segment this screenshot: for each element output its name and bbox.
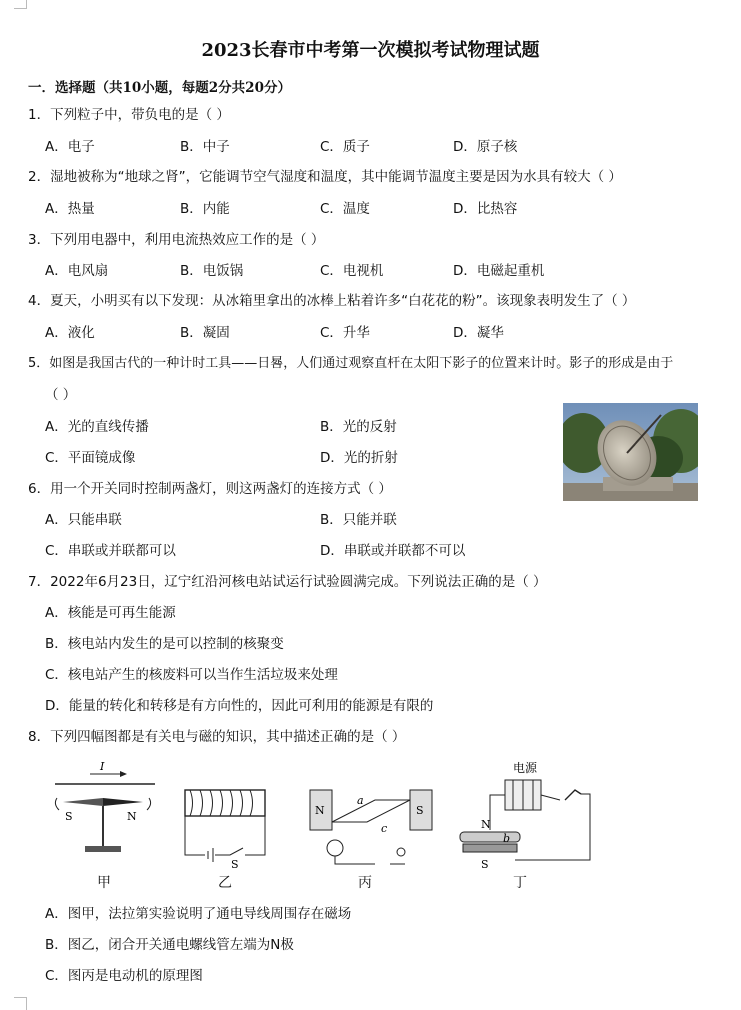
option: D．电磁起重机 [453, 263, 545, 279]
n-pole-label: N [315, 804, 325, 817]
figure-label: 丁 [513, 875, 527, 891]
question-stem: 5．如图是我国古代的一种计时工具——日晷，人们通过观察直杆在太阳下影子的位置来计时。影子的形成是由于 [28, 356, 674, 371]
question-stem: 8．下列四幅图都是有关电与磁的知识，其中描述正确的是（ ） [28, 729, 406, 745]
n-pole-label: N [481, 818, 491, 831]
question-stem: 3．下列用电器中，利用电流热效应工作的是（ ） [28, 232, 325, 248]
option: B．内能 [180, 201, 230, 217]
option: C．串联或并联都可以 [45, 543, 176, 559]
crop-mark [14, 0, 27, 9]
option: C．温度 [320, 201, 370, 217]
option: A．光的直线传播 [45, 419, 149, 435]
figure-label: 丙 [358, 875, 372, 891]
question-stem-continued: （ ） [45, 387, 77, 403]
b-label: b [503, 832, 511, 845]
option: C．核电站产生的核废料可以当作生活垃圾来处理 [45, 667, 338, 683]
option: A．核能是可再生能源 [45, 605, 176, 621]
option: A．液化 [45, 325, 95, 341]
c-label: c [381, 822, 388, 835]
option: C．升华 [320, 325, 370, 341]
sundial-photo [563, 403, 698, 501]
option: B．凝固 [180, 325, 230, 341]
option: D．串联或并联都不可以 [320, 543, 466, 559]
option: D．凝华 [453, 325, 504, 341]
figure-label: 甲 [97, 875, 111, 891]
option: A．热量 [45, 201, 95, 217]
a-label: a [357, 794, 364, 807]
question-stem: 6．用一个开关同时控制两盏灯，则这两盏灯的连接方式（ ） [28, 481, 392, 497]
option: D．光的折射 [320, 450, 398, 466]
option: B．图乙，闭合开关通电螺线管左端为N极 [45, 937, 294, 953]
page-title: 2023长春市中考第一次模拟考试物理试题 [201, 40, 540, 61]
question-stem: 2．湿地被称为“地球之肾”，它能调节空气湿度和温度，其中能调节温度主要是因为水具有较大（ ） [28, 169, 622, 185]
option: A．电子 [45, 139, 95, 155]
option: B．光的反射 [320, 419, 397, 435]
option: D．能量的转化和转移是有方向性的，因此可利用的能源是有限的 [45, 698, 434, 714]
option: B．中子 [180, 139, 230, 155]
figure-bing [310, 790, 432, 864]
figure-ding [460, 760, 590, 871]
option: C．质子 [320, 139, 370, 155]
switch-label: S [231, 858, 239, 871]
option: A．只能串联 [45, 512, 122, 528]
s-pole-label: S [416, 804, 424, 817]
question-stem: 4．夏天，小明买有以下发现：从冰箱里拿出的冰棒上粘着许多“白花花的粉”。该现象表明发生了（ ） [28, 293, 636, 309]
s-pole-label: S [481, 858, 489, 871]
option: A．电风扇 [45, 263, 109, 279]
question-stem: 1．下列粒子中，带负电的是（ ） [28, 107, 230, 123]
crop-mark [14, 997, 27, 1010]
option: B．核电站内发生的是可以控制的核聚变 [45, 636, 284, 652]
s-pole-label: S [65, 810, 73, 823]
n-pole-label: N [127, 810, 137, 823]
option: B．电饭锅 [180, 263, 244, 279]
option: D．比热容 [453, 201, 518, 217]
option: C．平面镜成像 [45, 450, 136, 466]
option: C．图丙是电动机的原理图 [45, 968, 203, 984]
option: A．图甲，法拉第实验说明了通电导线周围存在磁场 [45, 906, 352, 922]
option: B．只能并联 [320, 512, 397, 528]
figure-jia [55, 760, 155, 852]
option: C．电视机 [320, 263, 384, 279]
electromagnetism-figures [45, 760, 605, 890]
figure-label: 乙 [218, 875, 232, 891]
option: D．原子核 [453, 139, 518, 155]
section-heading: 一．选择题（共10小题，每题2分共20分） [28, 80, 291, 96]
current-label: I [100, 760, 105, 773]
question-stem: 7．2022年6月23日，辽宁红沿河核电站试运行试验圆满完成。下列说法正确的是（ ） [28, 574, 547, 590]
figure-yi [185, 790, 265, 871]
power-label: 电源 [513, 761, 538, 775]
